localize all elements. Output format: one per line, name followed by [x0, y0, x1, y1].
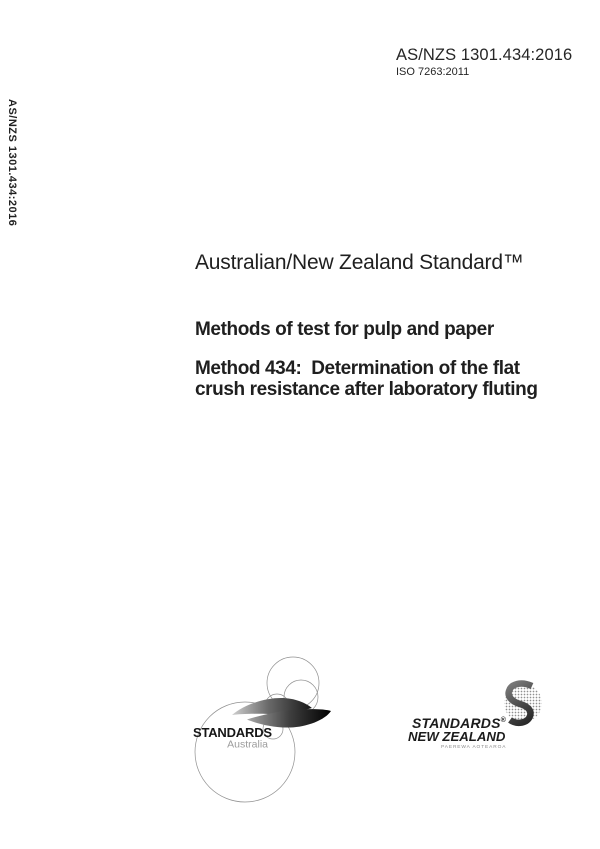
- standards-australia-region-label: Australia: [227, 738, 268, 751]
- document-title: Australian/New Zealand Standard™: [195, 251, 524, 274]
- method-title-line-2: crush resistance after laboratory fluting: [195, 378, 538, 400]
- standard-reference-block: [396, 46, 572, 78]
- spine-standard-number: AS/NZS 1301.434:2016: [6, 99, 18, 227]
- registered-trademark-symbol: ®: [500, 717, 507, 724]
- standard-number: AS/NZS 1301.434:2016: [396, 46, 573, 64]
- standards-australia-wordmark: STANDARDS: [193, 725, 272, 740]
- standards-australia-logo: [185, 640, 335, 810]
- series-title: Methods of test for pulp and paper: [195, 319, 494, 340]
- standards-nz-wordmark-text: STANDARDS: [412, 715, 501, 731]
- wave-swoosh: [232, 698, 331, 728]
- sphere-mark: [504, 684, 542, 723]
- standards-new-zealand-logo: [400, 678, 560, 750]
- standards-nz-maori-name: PAEREWA AOTEAROA: [441, 745, 507, 750]
- standards-nz-region-label: NEW ZEALAND: [408, 729, 506, 744]
- method-title: [195, 359, 538, 400]
- iso-reference: ISO 7263:2011: [396, 66, 470, 79]
- method-title-line-1: Method 434: Determination of the flat: [195, 358, 520, 379]
